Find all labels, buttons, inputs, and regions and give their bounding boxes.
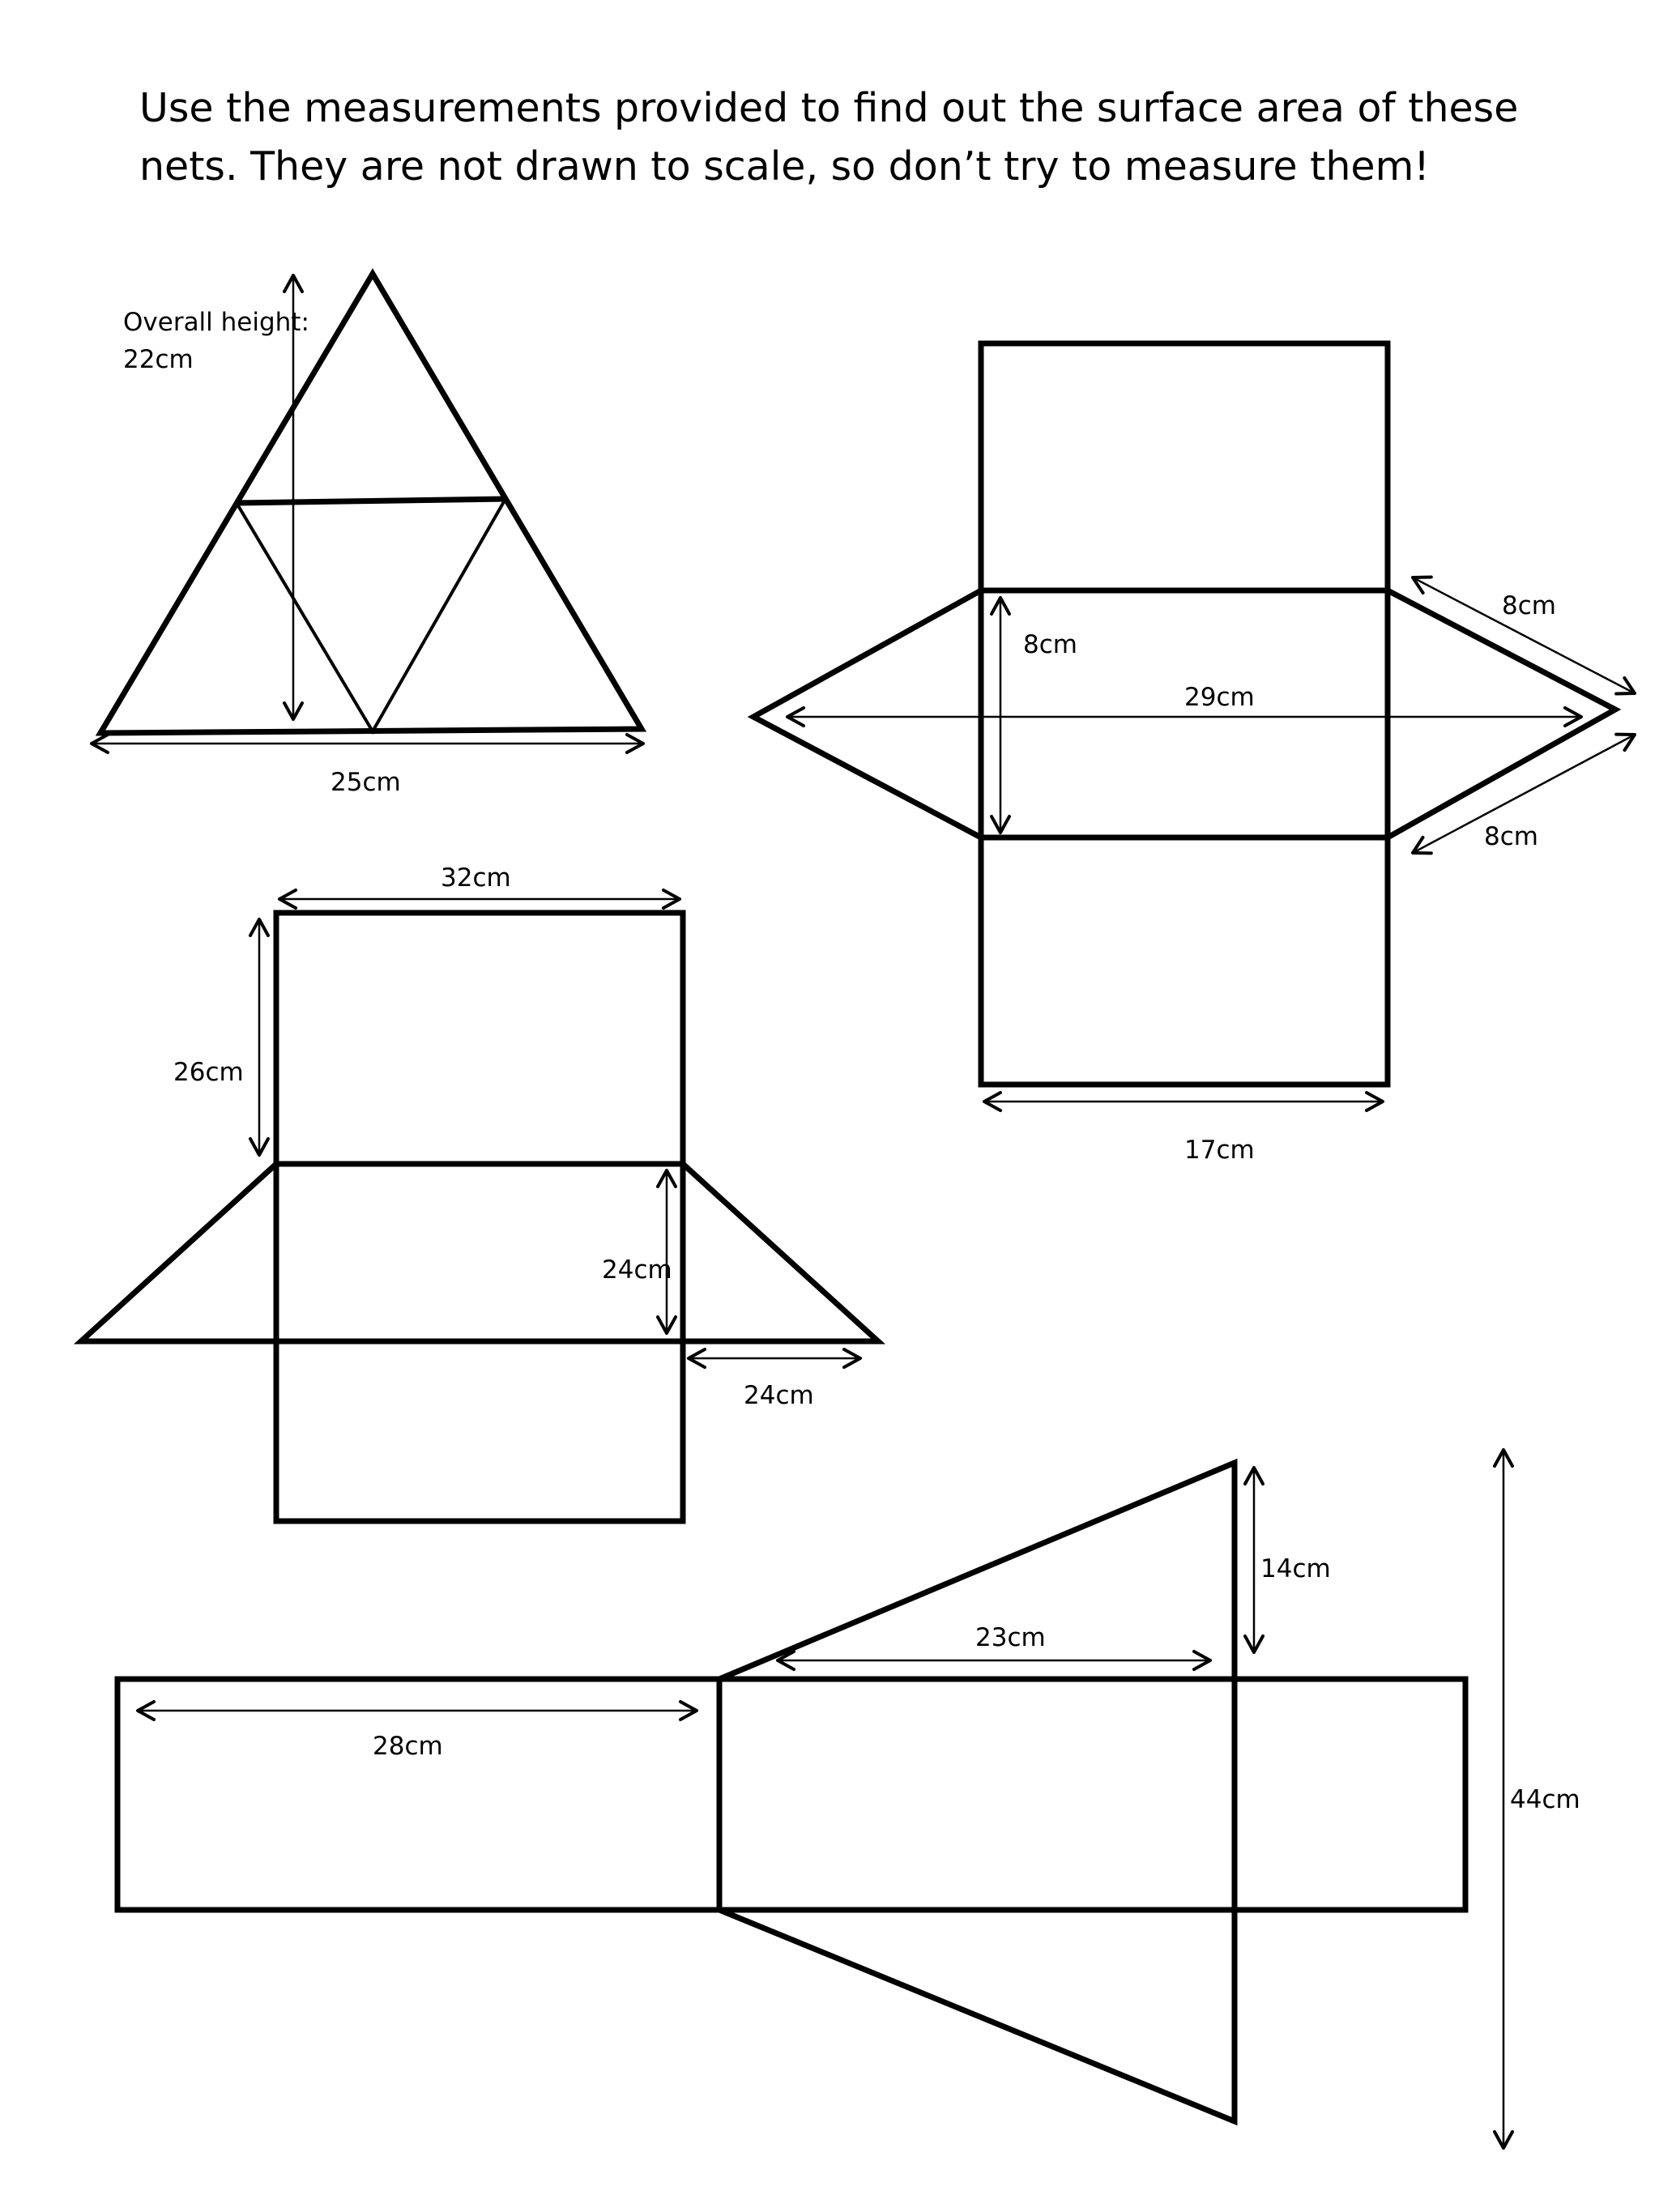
prism-right-slant-bottom-label: 8cm	[1484, 822, 1538, 851]
prism-left-right-triangle	[683, 1164, 878, 1341]
prism-left-triangle-base-dimension	[689, 1349, 860, 1367]
prism-left-height-dimension	[250, 919, 268, 1155]
instructions-line-1: Use the measurements provided to find out the surface area of these	[139, 85, 1519, 131]
prism-left-triangle-height-dimension	[658, 1170, 676, 1333]
prism-left-bottom-face	[276, 1341, 683, 1521]
prism-right-width-label: 17cm	[1184, 1136, 1255, 1165]
tetrahedron-fold-horizontal	[237, 499, 505, 503]
prism-right-slant-top-label: 8cm	[1502, 591, 1556, 620]
prism-right-bottom-face	[981, 837, 1388, 1085]
prism-net-left	[81, 863, 878, 1521]
prism-left-width-label: 32cm	[441, 863, 511, 893]
prism-right-width-dimension	[984, 1093, 1383, 1110]
tetrahedron-height-label: Overall height:	[123, 308, 309, 337]
prism-left-triangle-height-label: 24cm	[602, 1255, 672, 1285]
prism-net-bottom	[117, 1450, 1580, 2148]
prism-bottom-right-face	[1235, 1679, 1465, 1910]
tetrahedron-height-value: 22cm	[123, 345, 194, 374]
prism-right-right-triangle	[1388, 590, 1615, 837]
prism-right-left-triangle	[753, 590, 981, 837]
prism-right-top-face	[981, 343, 1388, 590]
tetrahedron-height-dimension	[284, 275, 302, 719]
prism-left-middle-face	[276, 1164, 683, 1341]
prism-bottom-left-face	[117, 1679, 719, 1910]
prism-left-height-label: 26cm	[173, 1058, 244, 1087]
prism-right-height-dimension	[992, 598, 1009, 833]
prism-bottom-rect-length-label: 28cm	[373, 1732, 443, 1761]
tetrahedron-base-dimension	[92, 735, 643, 752]
prism-left-left-triangle	[81, 1164, 276, 1341]
tetrahedron-base-label: 25cm	[331, 768, 401, 797]
prism-left-triangle-base-label: 24cm	[744, 1381, 814, 1410]
prism-bottom-triangle-length-dimension	[778, 1652, 1210, 1669]
instructions-line-2: nets. They are not drawn to scale, so don’t try to measure them!	[139, 143, 1430, 190]
prism-right-height-label: 8cm	[1023, 630, 1077, 659]
prism-right-span-label: 29cm	[1184, 683, 1255, 712]
prism-right-slant-top-dimension	[1409, 569, 1639, 701]
tetrahedron-net	[92, 274, 643, 797]
prism-bottom-middle-face	[719, 1679, 1235, 1910]
tetrahedron-fold-lines	[237, 499, 505, 731]
prism-bottom-bottom-triangle	[719, 1910, 1235, 2121]
prism-bottom-overall-height-label: 44cm	[1510, 1785, 1580, 1814]
prism-net-top-right	[753, 343, 1639, 1165]
prism-left-width-dimension	[279, 890, 680, 908]
prism-right-middle-face	[981, 590, 1388, 837]
prism-bottom-triangle-length-label: 23cm	[975, 1623, 1046, 1652]
prism-bottom-triangle-height-label: 14cm	[1260, 1554, 1331, 1583]
prism-left-top-face	[276, 913, 683, 1164]
prism-bottom-rect-length-dimension	[138, 1702, 697, 1720]
